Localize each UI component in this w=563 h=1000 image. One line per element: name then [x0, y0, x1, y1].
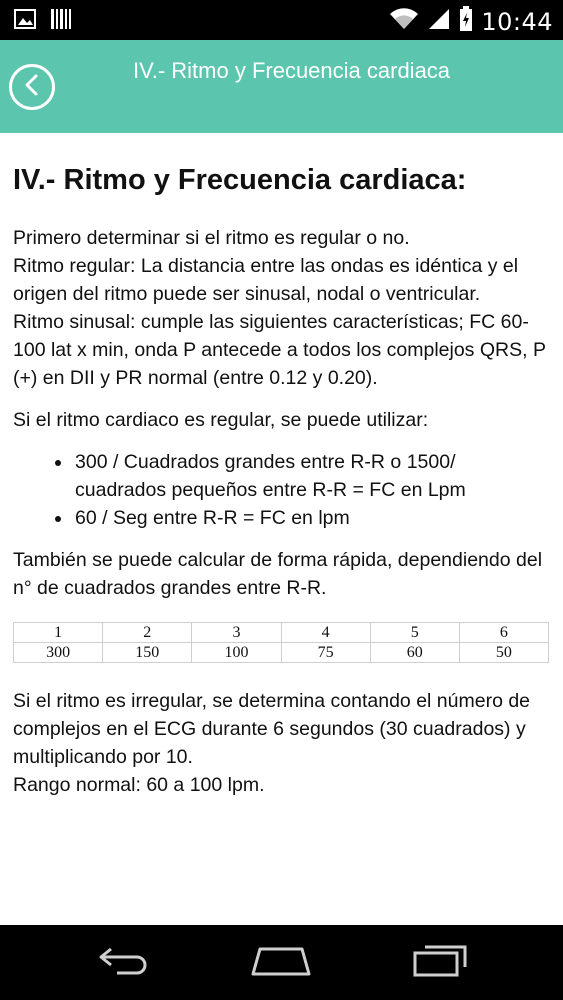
table-row: [14, 643, 549, 663]
quick-calc-text: También se puede calcular de forma rápida, dependiendo del n° de cuadrados grandes entre R-R.: [13, 549, 543, 599]
table-row: [14, 623, 549, 643]
intro-line: Ritmo sinusal: cumple las siguientes características; FC 60-100 lat x min, onda P antecede a todos los complejos QRS, P (+) en DII y PR normal (entre 0.12 y 0.20).: [13, 311, 546, 389]
intro-line: Primero determinar si el ritmo es regular o no.: [13, 227, 410, 249]
irregular-line: Rango normal: 60 a 100 lpm.: [13, 774, 265, 796]
irregular-line: Si el ritmo es irregular, se determina contando el número de complejos en el ECG durante 6 segundos (30 cuadrados) y multiplicando por 10.: [13, 690, 531, 768]
recents-nav-button[interactable]: [405, 939, 475, 985]
table-cell: 1: [14, 623, 103, 643]
page-title: IV.- Ritmo y Frecuencia cardiaca:: [13, 164, 467, 196]
app-bar: [0, 40, 563, 133]
battery-icon: [459, 6, 473, 37]
table-cell: 50: [459, 643, 548, 663]
back-nav-icon: [97, 945, 153, 980]
recents-nav-icon: [411, 943, 469, 982]
table-cell: 6: [459, 623, 548, 643]
barcode-icon: [50, 8, 72, 35]
table-cell: 300: [14, 643, 103, 663]
intro-section: [13, 224, 550, 392]
regular-intro: Si el ritmo cardiaco es regular, se puede utilizar:: [13, 409, 429, 431]
back-nav-button[interactable]: [90, 939, 160, 985]
irregular-section: [13, 687, 550, 799]
heart-rate-table: [13, 622, 549, 663]
image-icon: [14, 9, 36, 34]
intro-line: Ritmo regular: La distancia entre las ondas es idéntica y el origen del ritmo puede ser sinusal, nodal o ventricular.: [13, 255, 519, 305]
signal-icon: [427, 7, 451, 36]
table-cell: 5: [370, 623, 459, 643]
article-content: [13, 160, 550, 799]
table-cell: 2: [103, 623, 192, 643]
table-cell: 100: [192, 643, 281, 663]
app-bar-title: IV.- Ritmo y Frecuencia cardiaca: [132, 58, 451, 83]
table-cell: 4: [281, 623, 370, 643]
clock-time: 10:44: [481, 7, 553, 36]
chevron-left-icon: [23, 74, 41, 101]
wifi-icon: [389, 7, 419, 36]
home-nav-icon: [250, 943, 312, 982]
list-item: • 300 / Cuadrados grandes entre R-R o 1500/ cuadrados pequeños entre R-R = FC en Lpm: [73, 448, 550, 504]
status-bar: [0, 0, 563, 40]
table-cell: 60: [370, 643, 459, 663]
list-item: • 60 / Seg entre R-R = FC en lpm: [73, 504, 550, 532]
formula-list: [13, 448, 550, 532]
back-button[interactable]: [9, 64, 55, 110]
table-cell: 150: [103, 643, 192, 663]
navigation-bar: [0, 925, 563, 1000]
table-cell: 75: [281, 643, 370, 663]
table-cell: 3: [192, 623, 281, 643]
home-nav-button[interactable]: [246, 939, 316, 985]
